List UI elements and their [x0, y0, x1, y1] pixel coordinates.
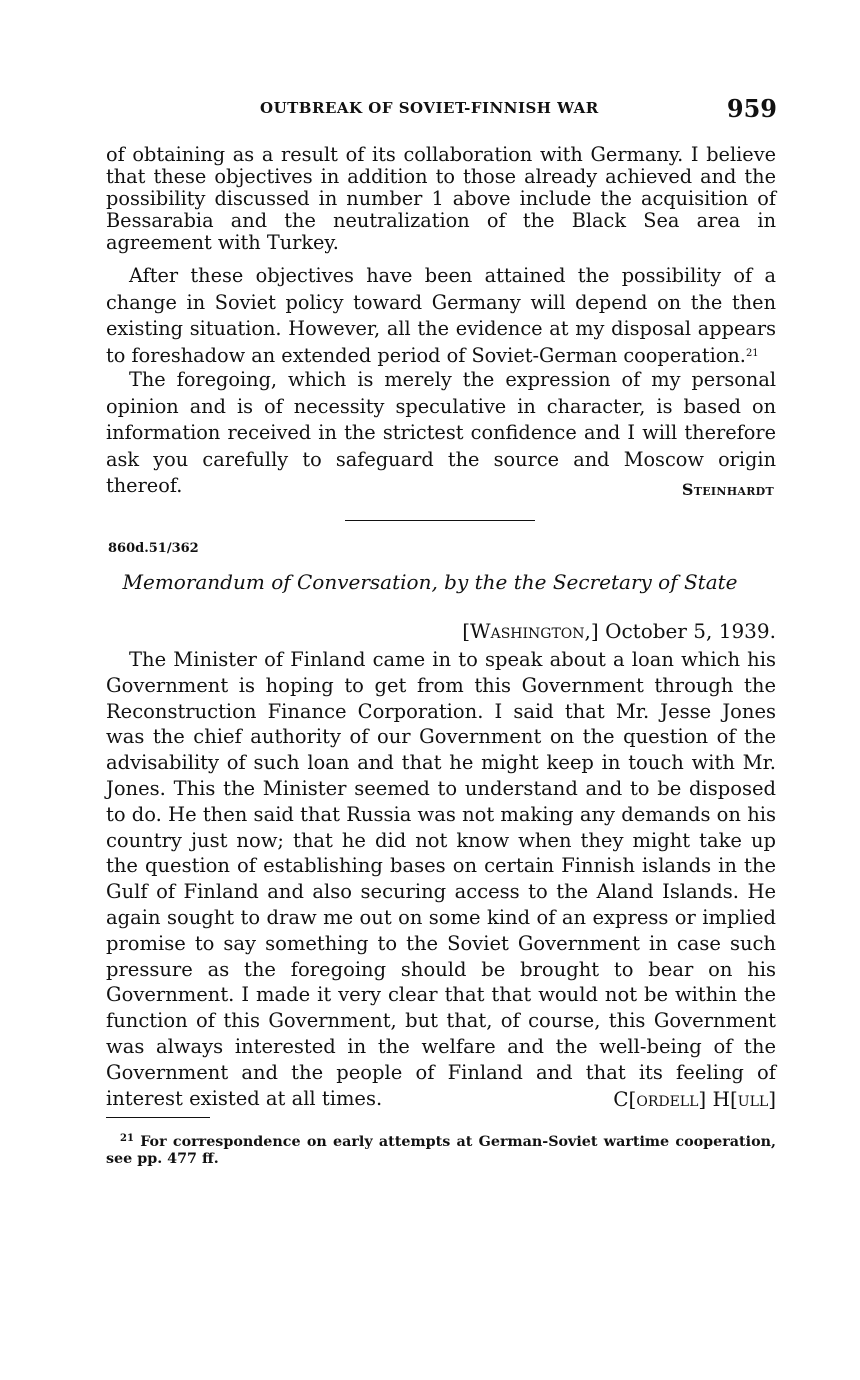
footnote-reference: 21 [745, 347, 759, 359]
paragraph-soviet-policy [106, 263, 776, 369]
signature-steinhardt: Steinhardt [681, 480, 774, 499]
running-title: OUTBREAK OF SOVIET-FINNISH WAR [260, 99, 599, 117]
memorandum-body: The Minister of Finland came in to speak about a loan which his Government is hoping to get from this Government through the Reconstruction Finance Corporation. I said that Mr. Jesse Jones was the chief authority of our Government on the question of the advisability of such loan and that he might keep in touch with Mr. Jones. This the Minister seemed to understand and to be disposed to do. He then said that Russia was not making any demands on his country just now; that he did not know when they might take up the question of establishing bases on certain Finnish islands in the Gulf of Finland and also securing access to the Aland Islands. He again sought to draw me out on some kind of an express or implied promise to say something to the Soviet Government in case such pressure as the foregoing should be brought to bear on his Government. I made it very clear that that would not be within the function of this Government, but that, of course, this Government was always interested in the welfare and the well-being of the Government and the people of Finland and that its feeling of interest existed at all times. [106, 648, 776, 1110]
footnote [106, 1130, 776, 1168]
dateline-place: [Washington,] [462, 619, 599, 643]
dateline [462, 619, 776, 643]
footnote-text: For correspondence on early attempts at German-Soviet wartime cooperation, see pp. 477 ff. [106, 1134, 776, 1167]
paragraph-confidentiality: The foregoing, which is merely the expression of my personal opinion and is of necessity speculative in character, is based on information received in the strictest confidence and I will therefore ask you carefully to safeguard the source and Moscow origin thereof. [106, 368, 776, 497]
footnote-rule [106, 1117, 210, 1118]
paragraph-continuation: of obtaining as a result of its collaboration with Germany. I believe that these objectives in addition to those already achieved and the possibility discussed in number 1 above include the acquisition of Bessarabia and the neutralization of the Black Sea area in agreement with Turkey. [106, 143, 776, 254]
section-divider [345, 520, 535, 521]
dateline-date: October 5, 1939. [605, 619, 776, 643]
file-number: 860d.51/362 [108, 541, 199, 556]
memorandum-title: Memorandum of Conversation, by the the Secretary of State [122, 570, 738, 594]
page-number: 959 [726, 94, 777, 123]
paragraph-text: After these objectives have been attained the possibility of a change in Soviet policy toward Germany will depend on the then existing situation. However, all the evidence at my disposal appears to foreshadow an extended period of Soviet-German cooperation. [106, 264, 776, 367]
signature-hull: C[ordell] H[ull] [613, 1087, 776, 1111]
footnote-marker: 21 [120, 1133, 134, 1144]
running-head [105, 94, 777, 122]
